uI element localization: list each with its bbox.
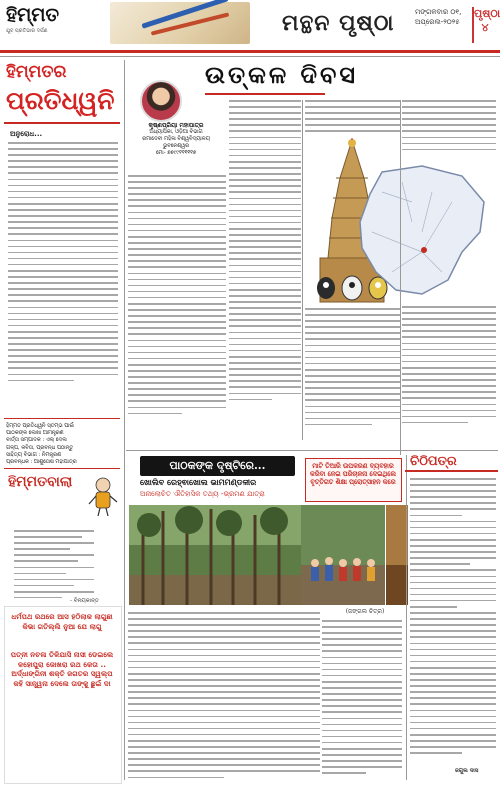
cartoon-illustration: [86, 476, 120, 516]
notice-line: ବାର୍ତ୍ତା ସମ୍ପାଦକ : ଏଲ୍ ଦେଲ: [6, 437, 67, 444]
feature-title: ଉତ୍କଳ ଦିବସ: [205, 60, 359, 89]
cartoon-poem: [14, 530, 94, 598]
notice-box-text: [309, 462, 397, 486]
notice-text-2: ବୃତ୍ତିଗତ ଶିକ୍ଷା ପ୍ରୋତ୍ସାହନ କରେ: [310, 478, 396, 486]
readers-headline: ଖୋଲିବ ରେହ୍ଵାଖୋଲ ଭାମମଣ୍ଡଳୀର: [140, 478, 257, 487]
author-role: ଅଧ୍ୟାପିକା, ଓଡ଼ିଆ ବିଭାଗ: [149, 129, 203, 135]
feature-column-2-bottom: [305, 308, 400, 448]
notice-text: ମାଟି ତିଆରି ଉପକରଣ ବ୍ୟବହାର କରିବା ନେଇ ପରିଚାଳନା ଦେଇଥିଲେ: [310, 462, 396, 478]
readers-banner: ପାଠକଙ୍କ ଦୃଷ୍ଟିରେ...: [140, 456, 295, 476]
notice-line: ପ୍ରବନ୍ଧକ : ଆଶୁତୋଷ ମହାପାତ୍ର: [6, 459, 77, 466]
page-number: ପୃଷ୍ଠା ୪: [472, 7, 496, 43]
feature-title-underline: [205, 93, 325, 95]
readers-subhead: ଅନାଲୋଚିତ ଐତିହାସିକ ତଥ୍ୟ -ଭ୍ରମଣ ଯାତ୍ରା: [140, 490, 265, 498]
notice-line: ସାହିତ୍ୟ ବିଭାଗ : ନିମନ୍ତ୍ରଣ: [6, 451, 62, 458]
feature-column-3-bottom: [402, 306, 496, 448]
masthead-rule: [0, 56, 500, 57]
notice-line: ପାଠକଙ୍କ ଲେଖା ଆମନ୍ତ୍ରଣ: [6, 430, 64, 437]
section-title: ପ୍ରତିଧ୍ୱନି: [6, 86, 115, 115]
special-notice: [6, 423, 122, 466]
group-photo: [301, 505, 385, 605]
column-rule: [406, 455, 407, 780]
story-box: [4, 606, 122, 784]
notice-divider-bottom: [4, 468, 120, 469]
feature-column-3-top: [402, 100, 496, 160]
feature-column-2-top: [305, 100, 400, 138]
author-info: [128, 122, 224, 157]
author-name: କୃଷ୍ଣପ୍ରିୟା ମହାପାତ୍ର: [148, 122, 204, 129]
readers-article-text-2: [322, 620, 402, 782]
letters-title: ଚିଠିପତ୍ର: [410, 454, 457, 469]
author-photo: [140, 80, 182, 122]
date-line-1: ମଙ୍ଗଳବାର ୦୧,: [415, 8, 462, 16]
section-brand: ହିମ୍ମତର: [6, 62, 67, 82]
masthead-divider: [0, 50, 500, 53]
date-line-2: ଅପ୍ରେଲ-୨୦୨୫: [415, 18, 460, 26]
author-org: ରମାଦେବୀ ମହିଳା ବିଶ୍ୱବିଦ୍ୟାଳୟ: [142, 136, 210, 142]
section-underline: [4, 122, 120, 124]
column-rule: [124, 60, 125, 780]
letters-text: [410, 478, 496, 768]
brand-tagline: ଯୁବ ପ୍ରତିଭାର ଦର୍ପଣ: [6, 28, 48, 34]
notice-divider-top: [4, 418, 120, 419]
page-title: ମନ୍ଥନ ପୃଷ୍ଠା: [282, 10, 395, 36]
date-box: [415, 7, 473, 41]
intro-body-text: [8, 142, 118, 417]
notice-line: ଗଳ୍ପ, କବିତା, ପ୍ରବନ୍ଧ ପଠାନ୍ତୁ: [6, 444, 73, 451]
feature-column-1: [229, 100, 301, 440]
letters-underline: [405, 470, 498, 472]
brand-logo: ହିମ୍ମତ: [6, 4, 60, 26]
readers-article-text: [128, 612, 320, 782]
notice-line: ହିମ୍ମତ ପ୍ରତିଧ୍ୱନି ସ୍ତମ୍ଭ ପାଇଁ: [6, 423, 74, 429]
poem-signature: - ବିନୟକାନ୍ତ: [70, 598, 99, 604]
photo-caption: (ଜଙ୍ଗଲ ଚିତ୍ର): [345, 608, 385, 615]
intro-heading: ଅନୁରୋଧ...: [10, 130, 43, 138]
cartoon-title: ହିମ୍ମତବାଲା: [8, 474, 73, 490]
craft-photo: [386, 505, 408, 605]
letters-signature: ଜଗୁଲ ଦାସ: [455, 768, 479, 774]
story-heading: ଧର୍ମପଥ ରଥରେ ଆସ ହଠିଲାକ ଲାଗୁଛା କିଭା ଗତିଲ୍ଲି ନୁଆ ଯେ ଲାଗୁ: [11, 612, 113, 631]
section-rule: [126, 450, 498, 451]
column-rule: [400, 100, 401, 455]
feature-column-0: [128, 175, 226, 445]
author-phone: ମୋ- ୭୭୯୯୧୧୧୧୧୭: [155, 150, 197, 156]
author-place: ଭୁବନେଶ୍ୱର: [162, 143, 190, 149]
odisha-map: [352, 162, 492, 302]
forest-photo: [129, 505, 301, 605]
story-text: ପତ୍ନୀ ନଚଳା ତିଳିଯାସି ନାସୀ ଡେଇଲେ ଳହୋପୁରା ଜୋଖରା ରଥ କେତା .. ଅର୍ଦ୍ଧାଙ୍ଗିନୀ ଶକ୍ତି ଜଗତର ସ୍ୱଲ୍ପ କହି ସାନ୍ତ୍ୱନା ଦେଲେ ତାଙ୍କୁ ଛୁଇଁ ଦା: [10, 650, 114, 688]
column-rule: [302, 100, 303, 440]
masthead-artwork: [110, 2, 250, 44]
